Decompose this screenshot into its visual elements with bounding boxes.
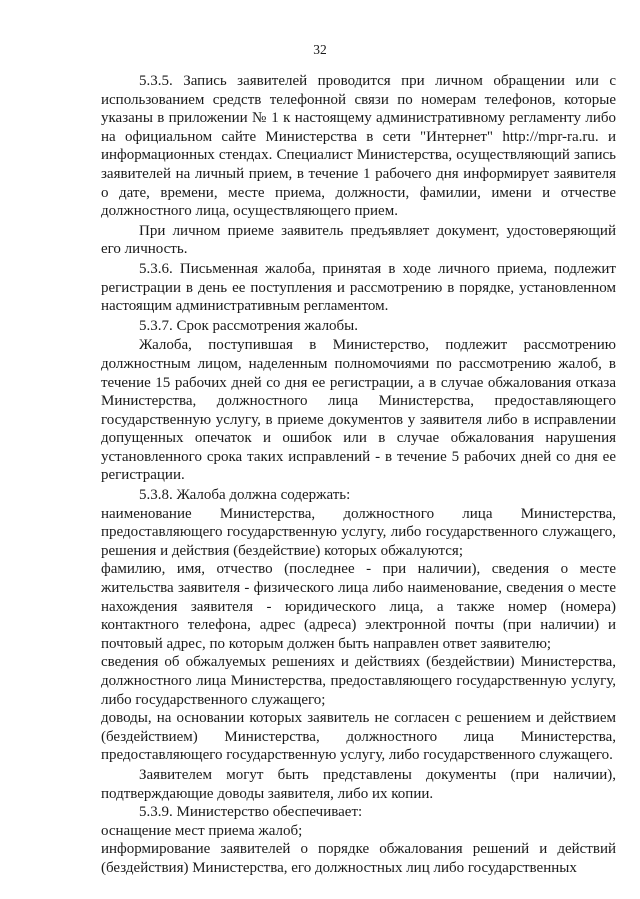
paragraph-5-3-7: 5.3.7. Срок рассмотрения жалобы. <box>139 317 359 334</box>
list-item-equipment: оснащение мест приема жалоб; <box>101 822 303 839</box>
paragraph-complaint-term: Жалоба, поступившая в Министерство, подлежит рассмотрению должностным лицом, наделенным полномочиями по рассмотрению жалоб, в течение 15 рабочих дней со дня ее регистрации, а в случае обжалования отказа Министерства, должностного лица Министерства, предоставляющего государственную услугу, в приеме документов у заявителя либо в исправлении допущенных опечаток и ошибок или в случае обжалования нарушения установленного срока таких исправлений - в течение 5 рабочих дней со дня ее регистрации. <box>101 337 616 484</box>
list-item-appealed-decisions: сведения об обжалуемых решениях и действиях (бездействии) Министерства, должностного лица Министерства, предоставляющего государственную услугу, либо государственного служащего; <box>101 654 616 708</box>
page-number: 32 <box>313 42 327 57</box>
paragraph-supporting-documents: Заявителем могут быть представлены документы (при наличии), подтверждающие доводы заявителя, либо их копии. <box>101 766 616 802</box>
list-item-arguments: доводы, на основании которых заявитель не согласен с решением и действием (бездействием) Министерства, должностного лица Министерства, предоставляющего государственную услугу, либо государственного служащего. <box>101 710 616 764</box>
paragraph-5-3-5: 5.3.5. Запись заявителей проводится при личном обращении или с использованием средств телефонной связи по номерам телефонов, которые указаны в приложении № 1 к настоящему административному регламенту либо на официальном сайте Министерства в сети "Интернет" http://mpr-ra.ru. и информационных стендах. Специалист Министерства, осуществляющий запись заявителей на личный прием, в течение 1 рабочего дня информирует заявителя о дате, времени, месте приема, должности, фамилии, имени и отчестве должностного лица, осуществляющего прием. <box>101 73 616 220</box>
list-item-ministry-name: наименование Министерства, должностного лица Министерства, предоставляющего государственную услугу, либо государственного служащего, решения и действия (бездействие) которых обжалуются; <box>101 505 616 559</box>
paragraph-5-3-8: 5.3.8. Жалоба должна содержать: <box>139 487 351 504</box>
paragraph-5-3-6: 5.3.6. Письменная жалоба, принятая в ходе личного приема, подлежит регистрации в день ее поступления и рассмотрению в порядке, установленном настоящим административным регламентом. <box>101 260 616 315</box>
list-item-applicant-info: фамилию, имя, отчество (последнее - при наличии), сведения о месте жительства заявителя - физического лица либо наименование, сведения о месте нахождения заявителя - юридического лица, а также номер (номера) контактного телефона, адрес (адреса) электронной почты (при наличии) и почтовый адрес, по которым должен быть направлен ответ заявителю; <box>101 561 616 652</box>
list-item-informing: информирование заявителей о порядке обжалования решений и действий (бездействия) Министерства, его должностных лиц либо государственных <box>101 841 616 876</box>
paragraph-personal-reception: При личном приеме заявитель предъявляет документ, удостоверяющий его личность. <box>101 222 616 258</box>
paragraph-5-3-9: 5.3.9. Министерство обеспечивает: <box>139 804 363 821</box>
document-body <box>101 72 616 878</box>
